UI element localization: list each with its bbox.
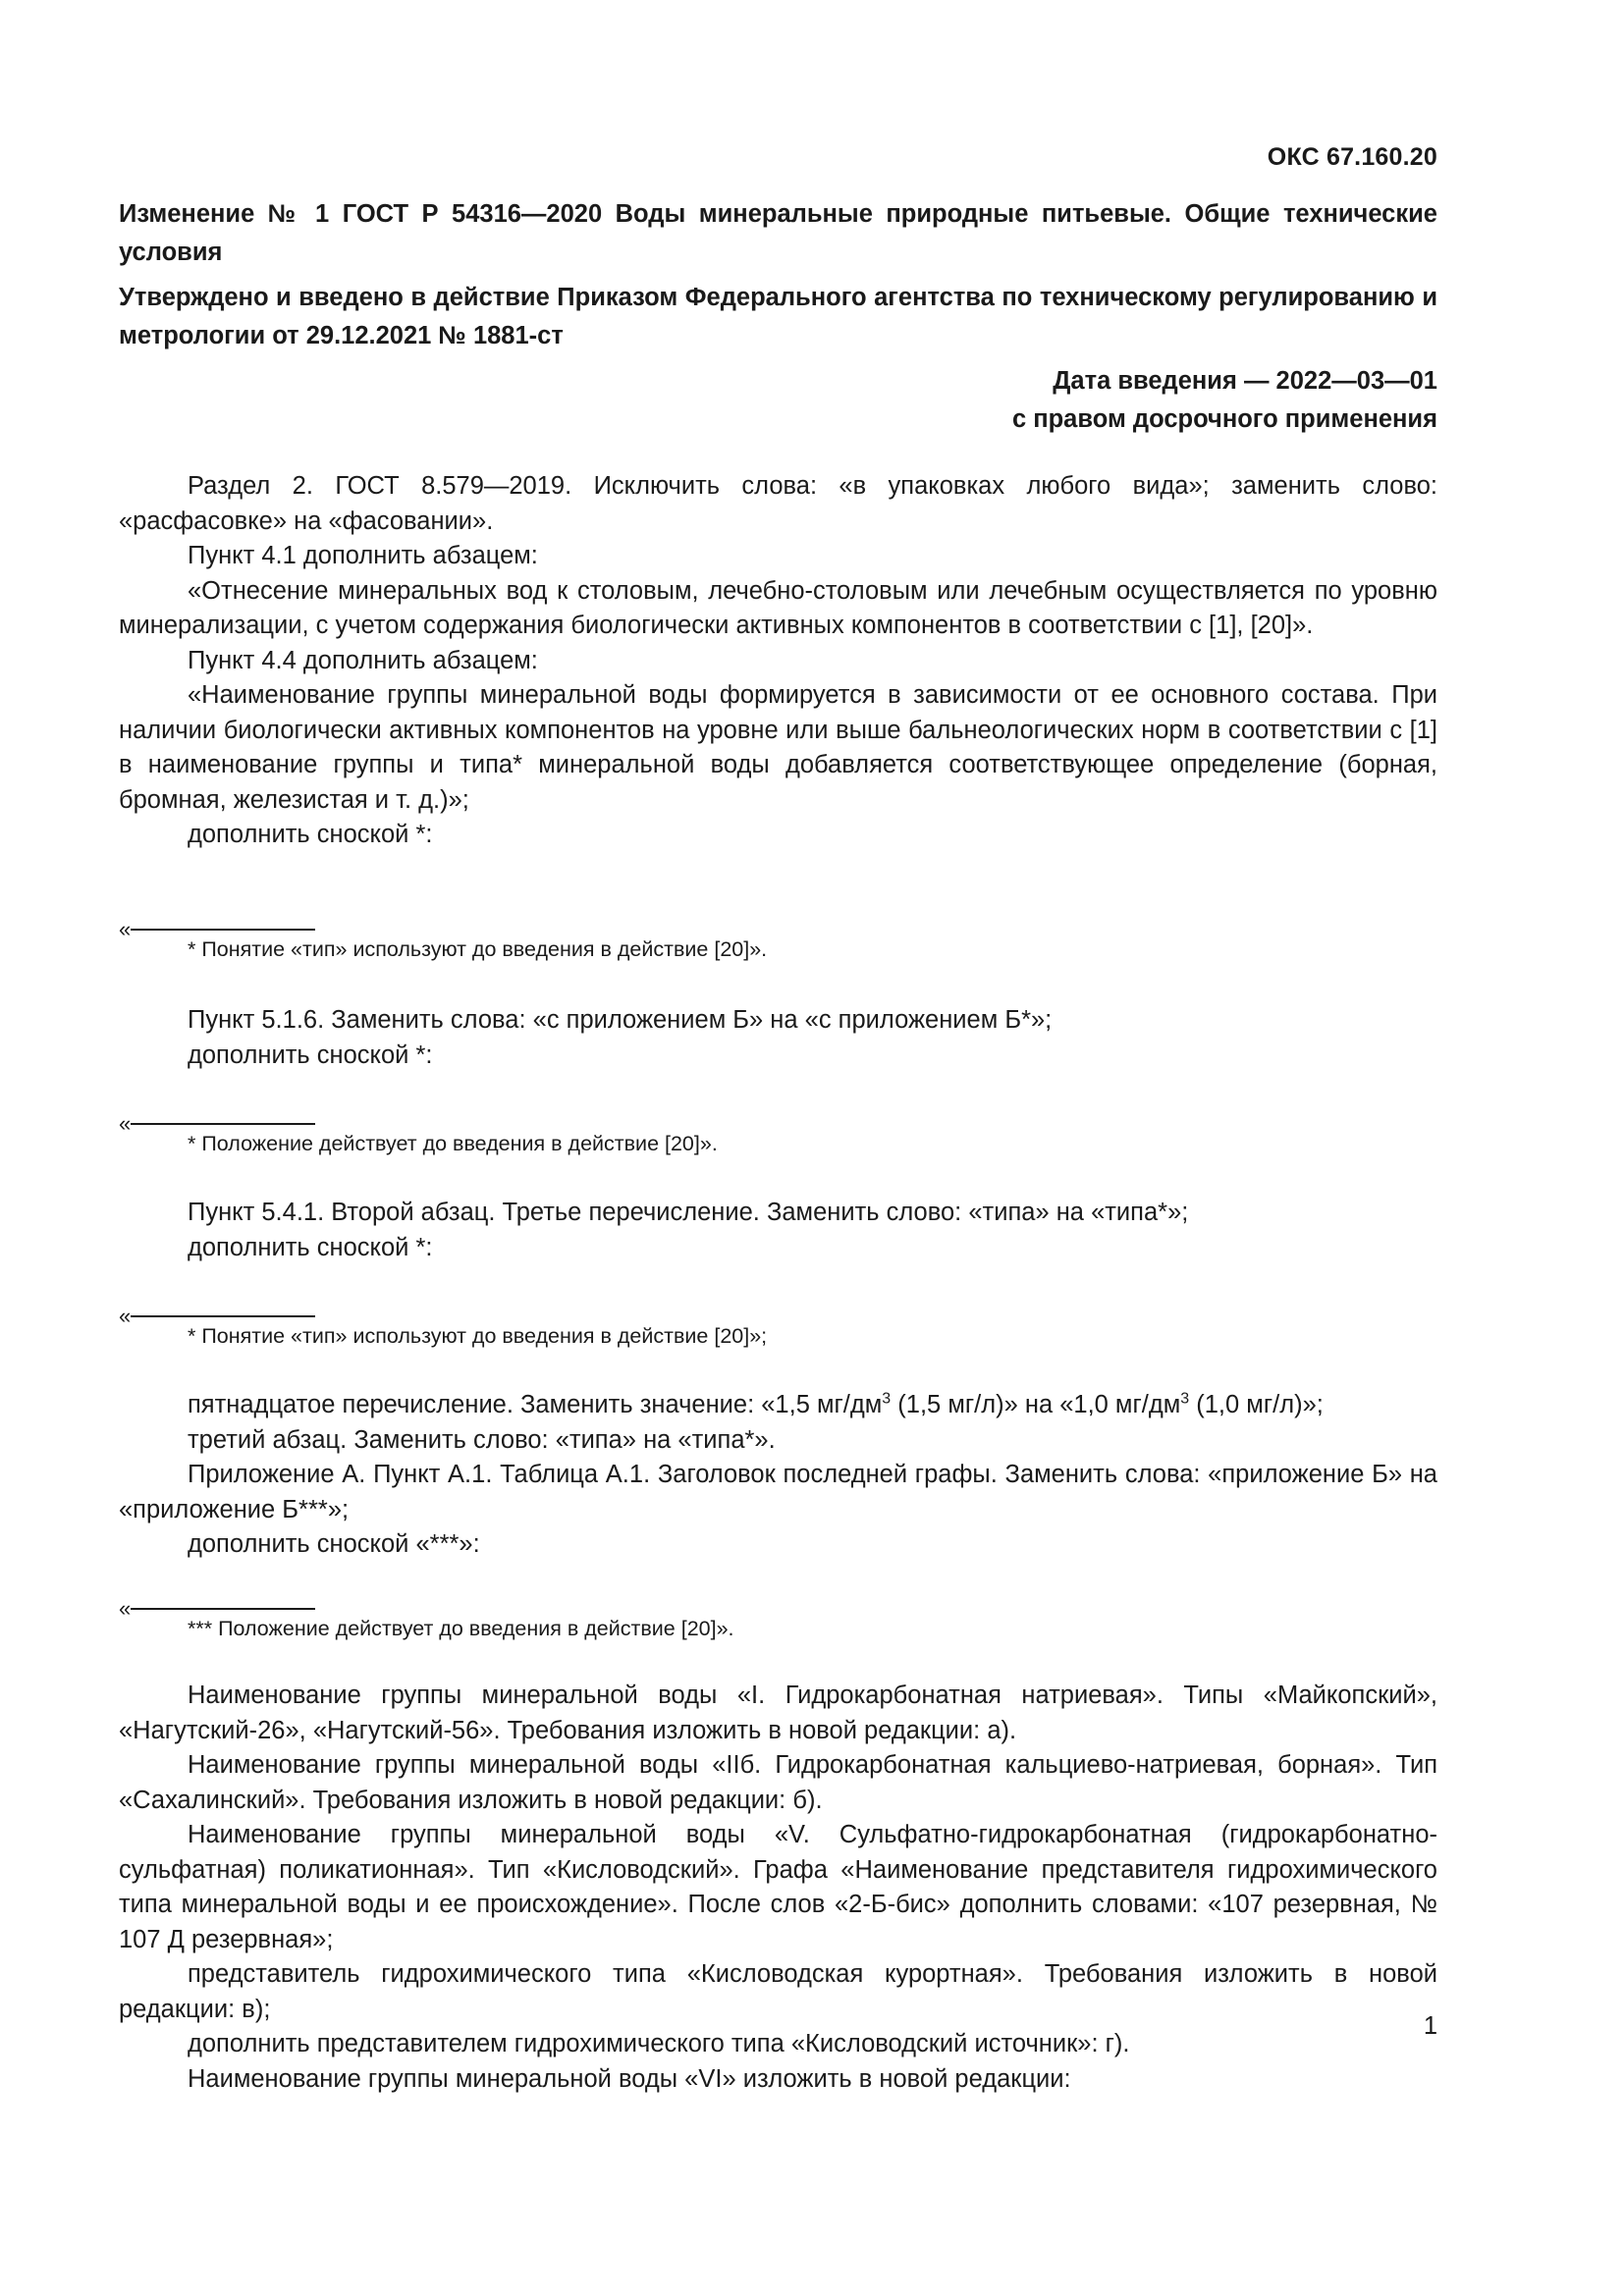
footnote-rule (131, 929, 315, 931)
paragraph: Приложение А. Пункт А.1. Таблица А.1. Заголовок последней графы. Заменить слова: «приложение Б» на «приложение Б***»; (119, 1461, 1437, 1523)
page-number: 1 (1423, 2012, 1437, 2040)
paragraph: Пункт 5.4.1. Второй абзац. Третье перечисление. Заменить слово: «типа» на «типа*»; (188, 1199, 1189, 1226)
paragraph: представитель гидрохимического типа «Кисловодская курортная». Требования изложить в новой редакции: в); (119, 1960, 1437, 2023)
footnote-rule (131, 1608, 315, 1610)
footnote-open-quote: « (119, 1304, 132, 1328)
footnote-open-quote: « (119, 1111, 132, 1136)
section-3 (119, 1196, 1437, 1265)
text-run: (1,0 мг/л)»; (1189, 1391, 1324, 1418)
footnote-open-quote: « (119, 917, 132, 941)
section-2 (119, 1003, 1437, 1073)
paragraph: Пункт 5.1.6. Заменить слова: «с приложением Б» на «с приложением Б*»; (188, 1006, 1053, 1034)
paragraph: «Наименование группы минеральной воды формируется в зависимости от ее основного состава. При наличии биологически активных компонентов на уровне или выше бальнеологических норм в соответствии с [1] в наименование группы и типа* минеральной воды добавляется соответствующее определение (борная, бромная, железистая и т. д.)»; (119, 681, 1437, 814)
footnote-rule (131, 1123, 315, 1125)
text-run: пятнадцатое перечисление. Заменить значение: «1,5 мг/дм (188, 1391, 883, 1418)
early-application-line: с правом досрочного применения (1011, 405, 1437, 433)
effective-date-line: Дата введения — 2022—03—01 (1053, 367, 1437, 395)
paragraph: дополнить сноской «***»: (188, 1530, 480, 1558)
document-title: Изменение № 1 ГОСТ Р 54316—2020 Воды минеральные природные питьевые. Общие технические условия (119, 200, 1437, 266)
document-page (119, 0, 1437, 2296)
effective-date (1012, 362, 1437, 439)
paragraph (119, 1388, 1437, 1423)
superscript: 3 (1180, 1390, 1190, 1408)
paragraph: дополнить сноской *: (188, 1233, 433, 1261)
footnote-text: * Понятие «тип» используют до введения в действие [20]»; (188, 1324, 768, 1348)
paragraph: Пункт 4.1 дополнить абзацем: (188, 542, 538, 569)
paragraph: дополнить сноской *: (188, 821, 433, 848)
footnote-text: *** Положение действует до введения в действие [20]». (188, 1617, 734, 1640)
footnote-text: * Положение действует до введения в действие [20]». (188, 1132, 718, 1155)
approval-statement: Утверждено и введено в действие Приказом Федерального агентства по техническому регулированию и метрологии от 29.12.2021 № 1881-ст (119, 284, 1437, 349)
paragraph: «Отнесение минеральных вод к столовым, лечебно-столовым или лечебным осуществляется по уровню минерализации, с учетом содержания биологически активных компонентов в соответствии с [1], [20]». (119, 576, 1437, 639)
okc-code: ОКС 67.160.20 (1267, 143, 1437, 171)
section-5 (119, 1679, 1437, 2097)
footnote-open-quote: « (119, 1596, 132, 1621)
paragraph: дополнить сноской *: (188, 1041, 433, 1069)
footnote-text: * Понятие «тип» используют до введения в действие [20]». (188, 937, 768, 961)
paragraph: Наименование группы минеральной воды «VI» изложить в новой редакции: (188, 2064, 1071, 2093)
paragraph: дополнить представителем гидрохимического типа «Кисловодский источник»: г). (188, 2030, 1130, 2057)
section-1 (119, 469, 1437, 853)
section-4 (119, 1388, 1437, 1563)
paragraph: Наименование группы минеральной воды «V. Сульфатно-гидрокарбонатная (гидрокарбонатно-сульфатная) поликатионная». Тип «Кисловодский». Графа «Наименование представителя гидрохимического типа минеральной воды и ее происхождение». После слов «2-Б-бис» дополнить словами: «107 резервная, № 107 Д резервная»; (119, 1821, 1437, 1953)
paragraph: Пункт 4.4 дополнить абзацем: (188, 646, 538, 674)
text-run: (1,5 мг/л)» на «1,0 мг/дм (891, 1391, 1181, 1418)
paragraph: Раздел 2. ГОСТ 8.579—2019. Исключить слова: «в упаковках любого вида»; заменить слово: «расфасовке» на «фасовании». (119, 472, 1437, 535)
paragraph: Наименование группы минеральной воды «I. Гидрокарбонатная натриевая». Типы «Майкопский», «Нагутский-26», «Нагутский-56». Требования изложить в новой редакции: а). (119, 1682, 1437, 1744)
paragraph: третий абзац. Заменить слово: «типа» на «типа*». (188, 1425, 776, 1454)
superscript: 3 (882, 1390, 892, 1408)
paragraph: Наименование группы минеральной воды «IIб. Гидрокарбонатная кальциево-натриевая, борная». Тип «Сахалинский». Требования изложить в новой редакции: б). (119, 1751, 1437, 1814)
footnote-rule (131, 1315, 315, 1317)
